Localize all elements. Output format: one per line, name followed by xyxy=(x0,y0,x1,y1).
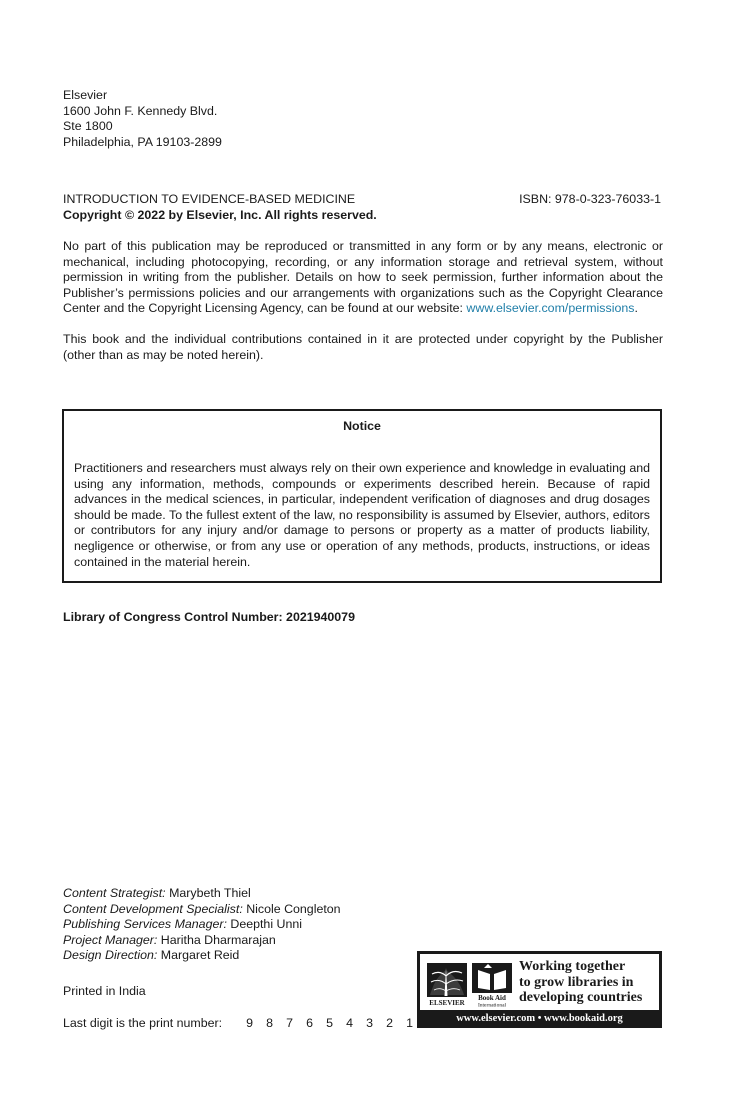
bookaid-banner xyxy=(417,951,662,1028)
credit-line xyxy=(63,948,423,964)
credit-role: Project Manager: xyxy=(63,932,158,947)
bookaid-logo-text: Book Aid xyxy=(478,994,506,1002)
credit-line xyxy=(63,917,423,933)
printed-in: Printed in India xyxy=(63,984,146,998)
book-title: INTRODUCTION TO EVIDENCE-BASED MEDICINE xyxy=(63,192,356,206)
permissions-text: No part of this publication may be reproduced or transmitted in any form or by any means, electronic or mechanical, including photocopying, recording, or any information storage and retrieval system, without permission in writing from the publisher. Details on how to seek permission, further information about the Publisher’s permissions policies and our arrangements with organizations such as the Copyright Clearance Center and the Copyright Licensing Agency, can be found at our website: xyxy=(63,239,663,316)
print-number-digits xyxy=(236,1016,419,1030)
bookaid-panel xyxy=(420,954,659,1010)
credit-role: Design Direction: xyxy=(63,948,158,963)
bookaid-logo-subtext: International xyxy=(477,1002,507,1008)
credit-line xyxy=(63,902,423,918)
tagline-line: developing countries xyxy=(519,990,643,1005)
tagline-line: to grow libraries in xyxy=(519,974,634,990)
bookaid-urls: www.elsevier.com • www.bookaid.org xyxy=(456,1013,623,1024)
credit-name: Margaret Reid xyxy=(157,948,240,963)
credit-name: Haritha Dharmarajan xyxy=(157,932,276,947)
print-digit: 4 xyxy=(346,1016,354,1030)
address-line: 1600 John F. Kennedy Blvd. xyxy=(63,103,218,118)
permissions-link[interactable]: www.elsevier.com/permissions xyxy=(466,301,635,316)
print-number-label: Last digit is the print number: xyxy=(63,1016,223,1030)
permissions-end: . xyxy=(634,301,638,316)
isbn: ISBN: 978-0-323-76033-1 xyxy=(519,192,661,206)
elsevier-logo-text: ELSEVIER xyxy=(429,999,465,1007)
credit-role: Content Development Specialist: xyxy=(63,901,243,916)
credit-line xyxy=(63,886,423,902)
bookaid-book-icon xyxy=(472,963,512,993)
print-digit: 6 xyxy=(306,1016,314,1030)
bookaid-tagline xyxy=(519,959,659,1006)
print-digit: 3 xyxy=(366,1016,374,1030)
print-digit: 9 xyxy=(246,1016,254,1030)
print-digit: 8 xyxy=(266,1016,274,1030)
notice-box xyxy=(62,409,662,583)
notice-body: Practitioners and researchers must always rely on their own experience and knowledge in evaluating and using any information, methods, compounds or experiments described herein. Because of rapid advances in the medical sciences, in particular, independent verification of diagnoses and drug dosages should be made. To the fullest extent of the law, no responsibility is assumed by Elsevier, authors, editors or contributors for any injury and/or damage to persons or property as a matter of products liability, negligence or otherwise, or from any use or operation of any methods, products, instructions, or ideas contained in the material herein. xyxy=(74,461,650,569)
print-number-line xyxy=(63,1016,420,1032)
credit-line xyxy=(63,933,423,949)
publisher-address xyxy=(63,88,363,150)
protection-paragraph: This book and the individual contributions contained in it are protected under copyright by the Publisher (other than as may be noted herein). xyxy=(63,332,663,362)
loc-control-number: Library of Congress Control Number: 2021940079 xyxy=(63,610,355,624)
credit-role: Content Strategist: xyxy=(63,886,166,900)
tagline-line: Working together xyxy=(519,959,626,974)
print-digit: 1 xyxy=(406,1016,414,1030)
address-line: Elsevier xyxy=(63,88,108,102)
print-digit: 2 xyxy=(386,1016,394,1030)
credit-role: Publishing Services Manager: xyxy=(63,917,227,932)
elsevier-tree-icon xyxy=(427,963,467,997)
credit-name: Marybeth Thiel xyxy=(165,886,251,900)
elsevier-bookaid-logos xyxy=(426,960,514,1008)
permissions-paragraph xyxy=(63,239,663,317)
credit-name: Nicole Congleton xyxy=(242,901,341,916)
title-row xyxy=(63,192,661,208)
credits-list xyxy=(63,886,423,964)
copyright-line: Copyright © 2022 by Elsevier, Inc. All rights reserved. xyxy=(63,208,377,222)
credit-name: Deepthi Unni xyxy=(226,917,302,932)
print-digit: 7 xyxy=(286,1016,294,1030)
address-line: Philadelphia, PA 19103-2899 xyxy=(63,134,222,149)
address-line: Ste 1800 xyxy=(63,119,113,134)
print-digit: 5 xyxy=(326,1016,334,1030)
notice-title: Notice xyxy=(343,419,381,433)
